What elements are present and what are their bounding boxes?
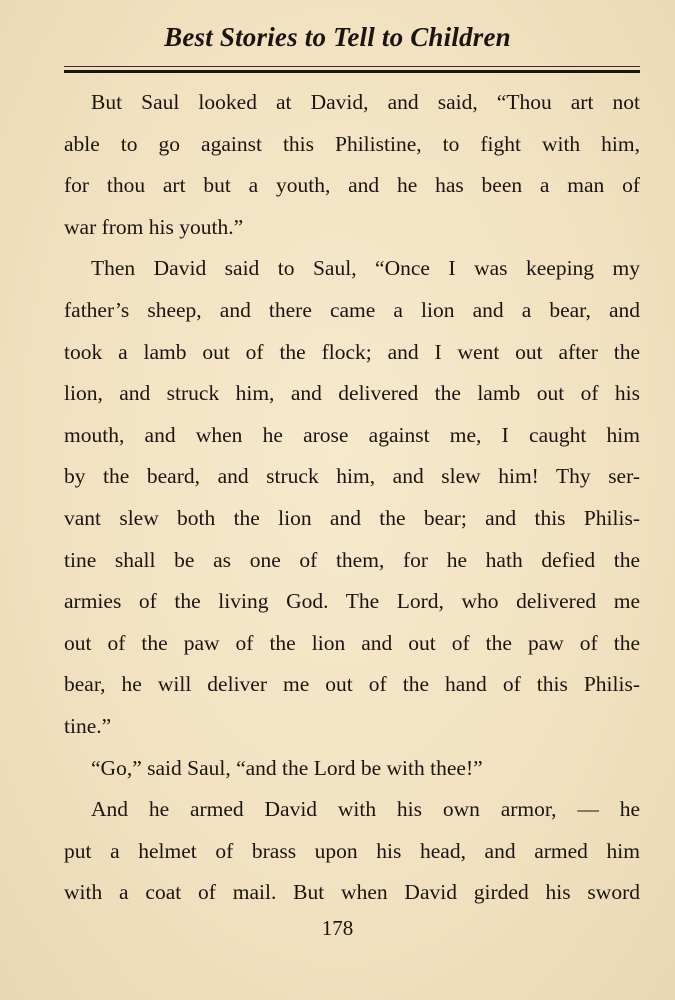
text-line: war from his youth.” — [64, 214, 244, 239]
text-line: And he armed David with his own armor, — he — [91, 797, 640, 822]
text-line: put a helmet of brass upon his head, and armed him — [64, 838, 640, 863]
text-line: by the beard, and struck him, and slew him! Thy ser- — [64, 464, 640, 489]
page-number: 178 — [321, 916, 354, 940]
text-line: armies of the living God. The Lord, who delivered me — [64, 589, 640, 614]
text-line: tine.” — [64, 713, 112, 738]
text-line: “Go,” said Saul, “and the Lord be with thee!” — [91, 755, 483, 780]
header-rule — [64, 70, 640, 73]
body-text — [64, 82, 640, 914]
header-rule-thin — [64, 66, 640, 67]
text-line: out of the paw of the lion and out of the paw of the — [64, 630, 640, 655]
text-line: father’s sheep, and there came a lion and a bear, and — [64, 297, 640, 322]
text-line: lion, and struck him, and delivered the lamb out of his — [64, 381, 640, 406]
text-line: bear, he will deliver me out of the hand of this Philis- — [64, 672, 640, 697]
text-line: vant slew both the lion and the bear; and this Philis- — [64, 505, 640, 530]
text-line: tine shall be as one of them, for he hath defied the — [64, 547, 640, 572]
text-line: Then David said to Saul, “Once I was keeping my — [91, 256, 640, 281]
text-line: able to go against this Philistine, to fight with him, — [64, 131, 640, 156]
text-line: took a lamb out of the flock; and I went out after the — [64, 339, 640, 364]
text-line: But Saul looked at David, and said, “Thou art not — [91, 90, 640, 114]
text-line: with a coat of mail. But when David girded his sword — [64, 880, 640, 905]
running-head-title: Best Stories to Tell to Children — [164, 22, 511, 52]
text-line: mouth, and when he arose against me, I caught him — [64, 422, 640, 447]
text-line: for thou art but a youth, and he has been a man of — [64, 173, 640, 198]
